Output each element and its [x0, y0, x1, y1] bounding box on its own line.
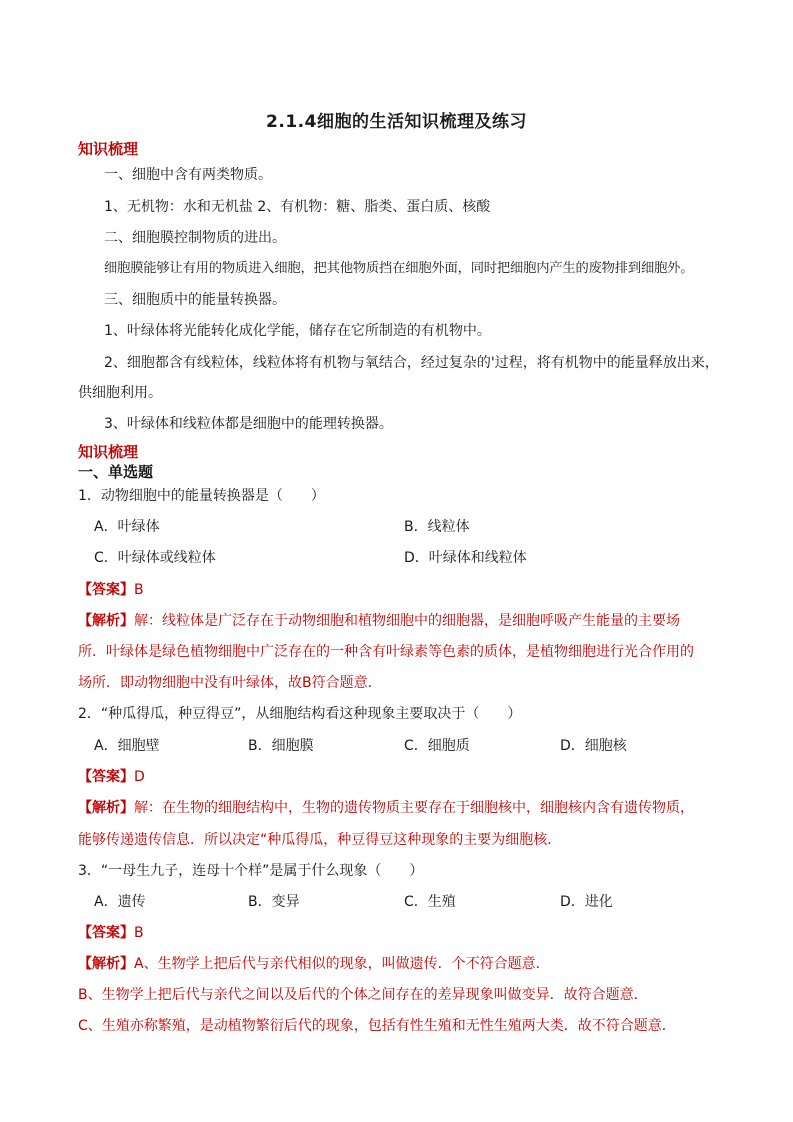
analysis-text: 解：线粒体是广泛存在于动物细胞和植物细胞中的细胞器，是细胞呼吸产生能量的主要场 [134, 613, 680, 629]
question-3-option-b: B．变异 [248, 894, 300, 910]
answer-value: B [134, 582, 144, 598]
question-3-answer [78, 923, 144, 943]
question-2-option-b: B．细胞膜 [248, 738, 314, 754]
question-1-answer [78, 580, 144, 600]
question-1-option-d: D．叶绿体和线粒体 [404, 550, 527, 566]
answer-tag: 【答案】 [78, 925, 134, 941]
analysis-text: 解：在生物的细胞结构中，生物的遗传物质主要存在于细胞核中，细胞核内含有遗传物质， [134, 800, 694, 816]
section-heading-single-choice: 一、单选题 [78, 463, 154, 481]
question-1-option-c: C．叶绿体或线粒体 [94, 550, 216, 566]
question-2-analysis-line-2: 能够传递遗传信息．所以决定“种瓜得瓜，种豆得豆这种现象的主要为细胞核． [78, 832, 562, 848]
question-1-analysis-line-2: 所．叶绿体是绿色植物细胞中广泛存在的一种含有叶绿素等色素的质体，是植物细胞进行光合作用的 [78, 644, 694, 660]
note-line-8: 供细胞利用。 [78, 385, 162, 401]
note-line-3: 二、细胞膜控制物质的进出。 [104, 230, 286, 246]
question-3-option-a: A．遗传 [94, 894, 146, 910]
question-3-option-c: C．生殖 [404, 894, 456, 910]
answer-value: D [134, 769, 145, 785]
section-heading-knowledge: 知识梳理 [78, 140, 139, 158]
answer-value: B [134, 925, 144, 941]
note-line-5: 三、细胞质中的能量转换器。 [104, 292, 286, 308]
note-line-4: 细胞膜能够让有用的物质进入细胞，把其他物质挡在细胞外面，同时把细胞内产生的废物排到细胞外。 [104, 261, 694, 276]
note-line-9: 3、叶绿体和线粒体都是细胞中的能理转换器。 [104, 416, 393, 432]
section-heading-knowledge-2: 知识梳理 [78, 443, 139, 461]
question-3-analysis-line-1 [78, 954, 550, 974]
analysis-text: A、生物学上把后代与亲代相似的现象，叫做遗传．个不符合题意． [134, 956, 550, 972]
question-2-answer [78, 767, 145, 787]
question-2-analysis-line-1 [78, 798, 694, 818]
note-line-1: 一、细胞中含有两类物质。 [104, 167, 272, 183]
document-title: 2.1.4细胞的生活知识梳理及练习 [266, 112, 527, 132]
note-line-7: 2、细胞都含有线粒体，线粒体将有机物与氧结合，经过复杂的'过程，将有机物中的能量释放出来， [104, 355, 719, 371]
note-line-2: 1、无机物：水和无机盐 2、有机物：糖、脂类、蛋白质、核酸 [104, 199, 491, 215]
question-1-option-b: B．线粒体 [404, 519, 470, 535]
question-1-stem: 1．动物细胞中的能量转换器是（ ） [78, 488, 325, 504]
answer-tag: 【答案】 [78, 582, 134, 598]
question-1-analysis-line-1 [78, 611, 680, 631]
question-2-option-c: C．细胞质 [404, 738, 470, 754]
question-1-option-a: A．叶绿体 [94, 519, 160, 535]
question-3-option-d: D．进化 [560, 894, 613, 910]
question-3-analysis-line-3: C、生殖亦称繁殖，是动植物繁衍后代的现象，包括有性生殖和无性生殖两大类．故不符合题意． [78, 1018, 676, 1034]
analysis-tag: 【解析】 [78, 956, 134, 972]
question-2-option-d: D．细胞核 [560, 738, 627, 754]
question-2-option-a: A．细胞壁 [94, 738, 160, 754]
question-1-analysis-line-3: 场所．即动物细胞中没有叶绿体，故B符合题意． [78, 675, 382, 691]
analysis-tag: 【解析】 [78, 800, 134, 816]
question-2-stem: 2．“种瓜得瓜，种豆得豆”，从细胞结构看这种现象主要取决于（ ） [78, 706, 522, 722]
question-3-analysis-line-2: B、生物学上把后代与亲代之间以及后代的个体之间存在的差异现象叫做变异．故符合题意． [78, 987, 648, 1003]
answer-tag: 【答案】 [78, 769, 134, 785]
note-line-6: 1、叶绿体将光能转化成化学能，储存在它所制造的有机物中。 [104, 323, 491, 339]
analysis-tag: 【解析】 [78, 613, 134, 629]
question-3-stem: 3．“一母生九子，连母十个样”是属于什么现象（ ） [78, 863, 424, 879]
